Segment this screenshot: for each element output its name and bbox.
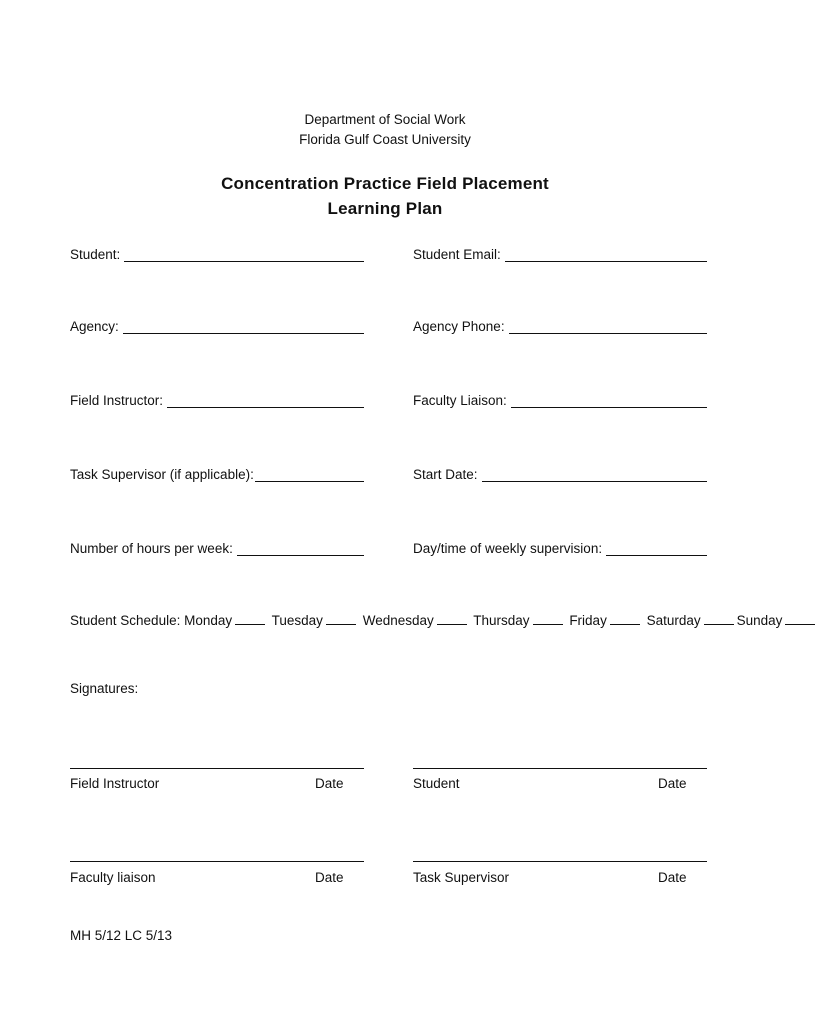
task-supervisor-date-label: Date <box>658 870 687 885</box>
student-date-label: Date <box>658 776 687 791</box>
weekly-supervision-field[interactable] <box>413 538 707 556</box>
schedule-blank-monday[interactable] <box>235 612 265 625</box>
schedule-blank-sunday[interactable] <box>785 612 815 625</box>
agency-phone-label: Agency Phone: <box>413 319 505 334</box>
faculty-liaison-signature-label: Faculty liaison <box>70 870 156 885</box>
field-instructor-label: Field Instructor: <box>70 393 164 408</box>
hours-per-week-field[interactable] <box>70 538 364 556</box>
schedule-blank-wednesday[interactable] <box>437 612 467 625</box>
schedule-day-tuesday: Tuesday <box>271 613 323 628</box>
schedule-day-monday: Monday <box>184 613 233 628</box>
start-date-input-line[interactable] <box>482 468 707 482</box>
faculty-liaison-input-line[interactable] <box>511 394 707 408</box>
student-field[interactable] <box>70 244 364 262</box>
task-supervisor-label: Task Supervisor (if applicable): <box>70 467 254 482</box>
field-instructor-input-line[interactable] <box>167 394 364 408</box>
weekly-supervision-label: Day/time of weekly supervision: <box>413 541 603 556</box>
agency-input-line[interactable] <box>123 320 364 334</box>
field-instructor-field[interactable] <box>70 390 364 408</box>
agency-phone-field[interactable] <box>413 316 707 334</box>
student-label: Student: <box>70 247 121 262</box>
faculty-liaison-date-label: Date <box>315 870 344 885</box>
student-email-label: Student Email: <box>413 247 501 262</box>
department-name: Department of Social Work <box>304 112 466 127</box>
task-supervisor-field[interactable] <box>70 464 364 482</box>
schedule-blank-friday[interactable] <box>610 612 640 625</box>
hours-per-week-input-line[interactable] <box>237 542 364 556</box>
task-supervisor-signature-label: Task Supervisor <box>413 870 510 885</box>
faculty-liaison-signature-line[interactable] <box>70 861 364 862</box>
field-instructor-signature-line[interactable] <box>70 768 364 769</box>
university-name: Florida Gulf Coast University <box>299 132 471 147</box>
hours-per-week-label: Number of hours per week: <box>70 541 233 556</box>
task-supervisor-input-line[interactable] <box>255 468 364 482</box>
schedule-day-sunday: Sunday <box>736 613 783 628</box>
agency-phone-input-line[interactable] <box>509 320 707 334</box>
field-instructor-date-label: Date <box>315 776 344 791</box>
schedule-day-thursday: Thursday <box>473 613 530 628</box>
schedule-day-friday: Friday <box>569 613 607 628</box>
schedule-label: Student Schedule: <box>70 613 181 628</box>
task-supervisor-signature-line[interactable] <box>413 861 707 862</box>
signatures-heading: Signatures: <box>70 681 139 696</box>
agency-field[interactable] <box>70 316 364 334</box>
student-email-field[interactable] <box>413 244 707 262</box>
schedule-day-wednesday: Wednesday <box>362 613 434 628</box>
schedule-blank-thursday[interactable] <box>533 612 563 625</box>
schedule-blank-tuesday[interactable] <box>326 612 356 625</box>
faculty-liaison-label: Faculty Liaison: <box>413 393 507 408</box>
student-email-input-line[interactable] <box>505 248 707 262</box>
agency-label: Agency: <box>70 319 119 334</box>
schedule-day-saturday: Saturday <box>646 613 701 628</box>
faculty-liaison-field[interactable] <box>413 390 707 408</box>
start-date-label: Start Date: <box>413 467 478 482</box>
field-instructor-signature-label: Field Instructor <box>70 776 160 791</box>
schedule-blank-saturday[interactable] <box>704 612 734 625</box>
start-date-field[interactable] <box>413 464 707 482</box>
student-signature-line[interactable] <box>413 768 707 769</box>
form-title-line1: Concentration Practice Field Placement <box>221 174 549 193</box>
student-signature-label: Student <box>413 776 460 791</box>
form-version-code: MH 5/12 LC 5/13 <box>70 928 173 943</box>
form-title-line2: Learning Plan <box>327 199 443 218</box>
weekly-supervision-input-line[interactable] <box>606 542 707 556</box>
student-schedule <box>70 612 783 628</box>
student-input-line[interactable] <box>124 248 364 262</box>
